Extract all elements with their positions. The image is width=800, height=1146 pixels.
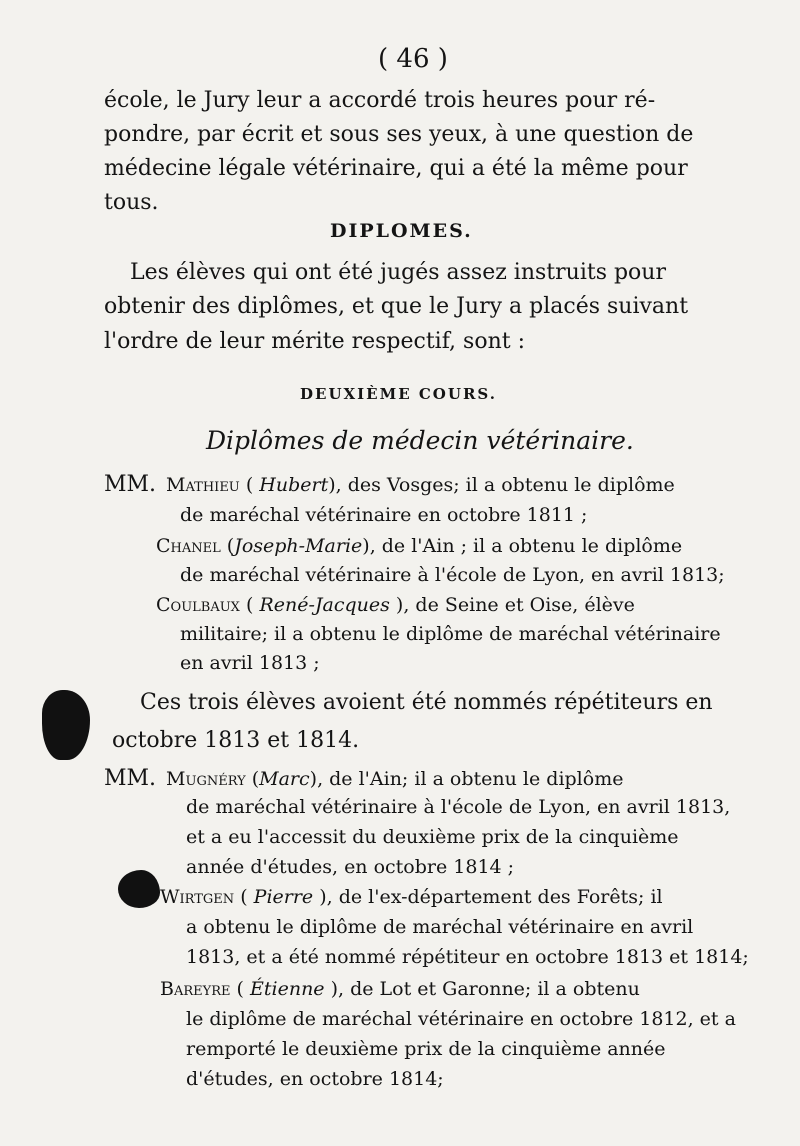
given-name: Étienne bbox=[250, 978, 325, 1000]
entry-first-line: Wirtgen ( Pierre ), de l'ex-département des Forêts; il bbox=[160, 886, 663, 908]
mm-prefix: MM. bbox=[104, 472, 157, 497]
entry-text: ), de l'Ain ; il a obtenu le diplôme bbox=[362, 535, 683, 557]
given-name: Hubert bbox=[259, 474, 329, 496]
diploma-title: Diplômes de médecin vétérinaire. bbox=[206, 426, 634, 455]
surname: Coulbaux bbox=[156, 594, 240, 616]
entry-first-line: Bareyre ( Étienne ), de Lot et Garonne; il a obtenu bbox=[160, 978, 640, 1000]
para3-line: octobre 1813 et 1814. bbox=[112, 728, 360, 753]
entry-line: d'études, en octobre 1814; bbox=[186, 1068, 444, 1090]
entry-first-line: MM. Mugnéry (Marc), de l'Ain; il a obtenu le diplôme bbox=[104, 766, 624, 791]
entry-text: ), de l'ex-département des Forêts; il bbox=[313, 886, 663, 908]
surname: Mugnéry bbox=[166, 768, 246, 790]
ink-blot bbox=[118, 870, 160, 908]
surname: Mathieu bbox=[166, 474, 240, 496]
entry-line: le diplôme de maréchal vétérinaire en octobre 1812, et a bbox=[186, 1008, 736, 1030]
ink-blot bbox=[42, 690, 90, 760]
surname: Wirtgen bbox=[160, 886, 235, 908]
para1-line: tous. bbox=[104, 190, 159, 215]
para1-line: école, le Jury leur a accordé trois heures pour ré- bbox=[104, 88, 656, 113]
entry-first-line: Coulbaux ( René-Jacques ), de Seine et Oise, élève bbox=[156, 594, 635, 616]
entry-first-line: Chanel (Joseph-Marie), de l'Ain ; il a obtenu le diplôme bbox=[156, 535, 683, 557]
entry-text: ), des Vosges; il a obtenu le diplôme bbox=[328, 474, 675, 496]
entry-line: année d'études, en octobre 1814 ; bbox=[186, 856, 515, 878]
entry-line: en avril 1813 ; bbox=[180, 652, 320, 674]
section-heading: DIPLOMES. bbox=[330, 220, 473, 242]
entry-line: de maréchal vétérinaire à l'école de Lyon, en avril 1813; bbox=[180, 564, 725, 586]
mm-prefix: MM. bbox=[104, 766, 157, 791]
para2-line: l'ordre de leur mérite respectif, sont : bbox=[104, 329, 525, 354]
entry-line: de maréchal vétérinaire en octobre 1811 ; bbox=[180, 504, 588, 526]
entry-text: ), de l'Ain; il a obtenu le diplôme bbox=[309, 768, 624, 790]
given-name: Marc bbox=[259, 768, 310, 790]
entry-line: militaire; il a obtenu le diplôme de maréchal vétérinaire bbox=[180, 623, 721, 645]
entry-text: ), de Lot et Garonne; il a obtenu bbox=[324, 978, 640, 1000]
para3-line: Ces trois élèves avoient été nommés répétiteurs en bbox=[140, 690, 713, 715]
given-name: Pierre bbox=[253, 886, 314, 908]
given-name: Joseph-Marie bbox=[234, 535, 363, 557]
entry-line: de maréchal vétérinaire à l'école de Lyon, en avril 1813, bbox=[186, 796, 731, 818]
entry-line: et a eu l'accessit du deuxième prix de la cinquième bbox=[186, 826, 679, 848]
given-name: René-Jacques bbox=[259, 594, 390, 616]
page-number: ( 46 ) bbox=[378, 44, 448, 74]
subheading: DEUXIÈME COURS. bbox=[300, 385, 497, 403]
para1-line: pondre, par écrit et sous ses yeux, à une question de bbox=[104, 122, 694, 147]
para1-line: médecine légale vétérinaire, qui a été la même pour bbox=[104, 156, 688, 181]
para2-line: obtenir des diplômes, et que le Jury a placés suivant bbox=[104, 294, 689, 319]
entry-line: 1813, et a été nommé répétiteur en octobre 1813 et 1814; bbox=[186, 946, 749, 968]
entry-text: ), de Seine et Oise, élève bbox=[389, 594, 635, 616]
entry-line: remporté le deuxième prix de la cinquième année bbox=[186, 1038, 666, 1060]
para2-line: Les élèves qui ont été jugés assez instruits pour bbox=[130, 260, 666, 285]
surname: Bareyre bbox=[160, 978, 231, 1000]
entry-line: a obtenu le diplôme de maréchal vétérinaire en avril bbox=[186, 916, 694, 938]
surname: Chanel bbox=[156, 535, 221, 557]
entry-first-line: MM. Mathieu ( Hubert), des Vosges; il a obtenu le diplôme bbox=[104, 472, 675, 497]
